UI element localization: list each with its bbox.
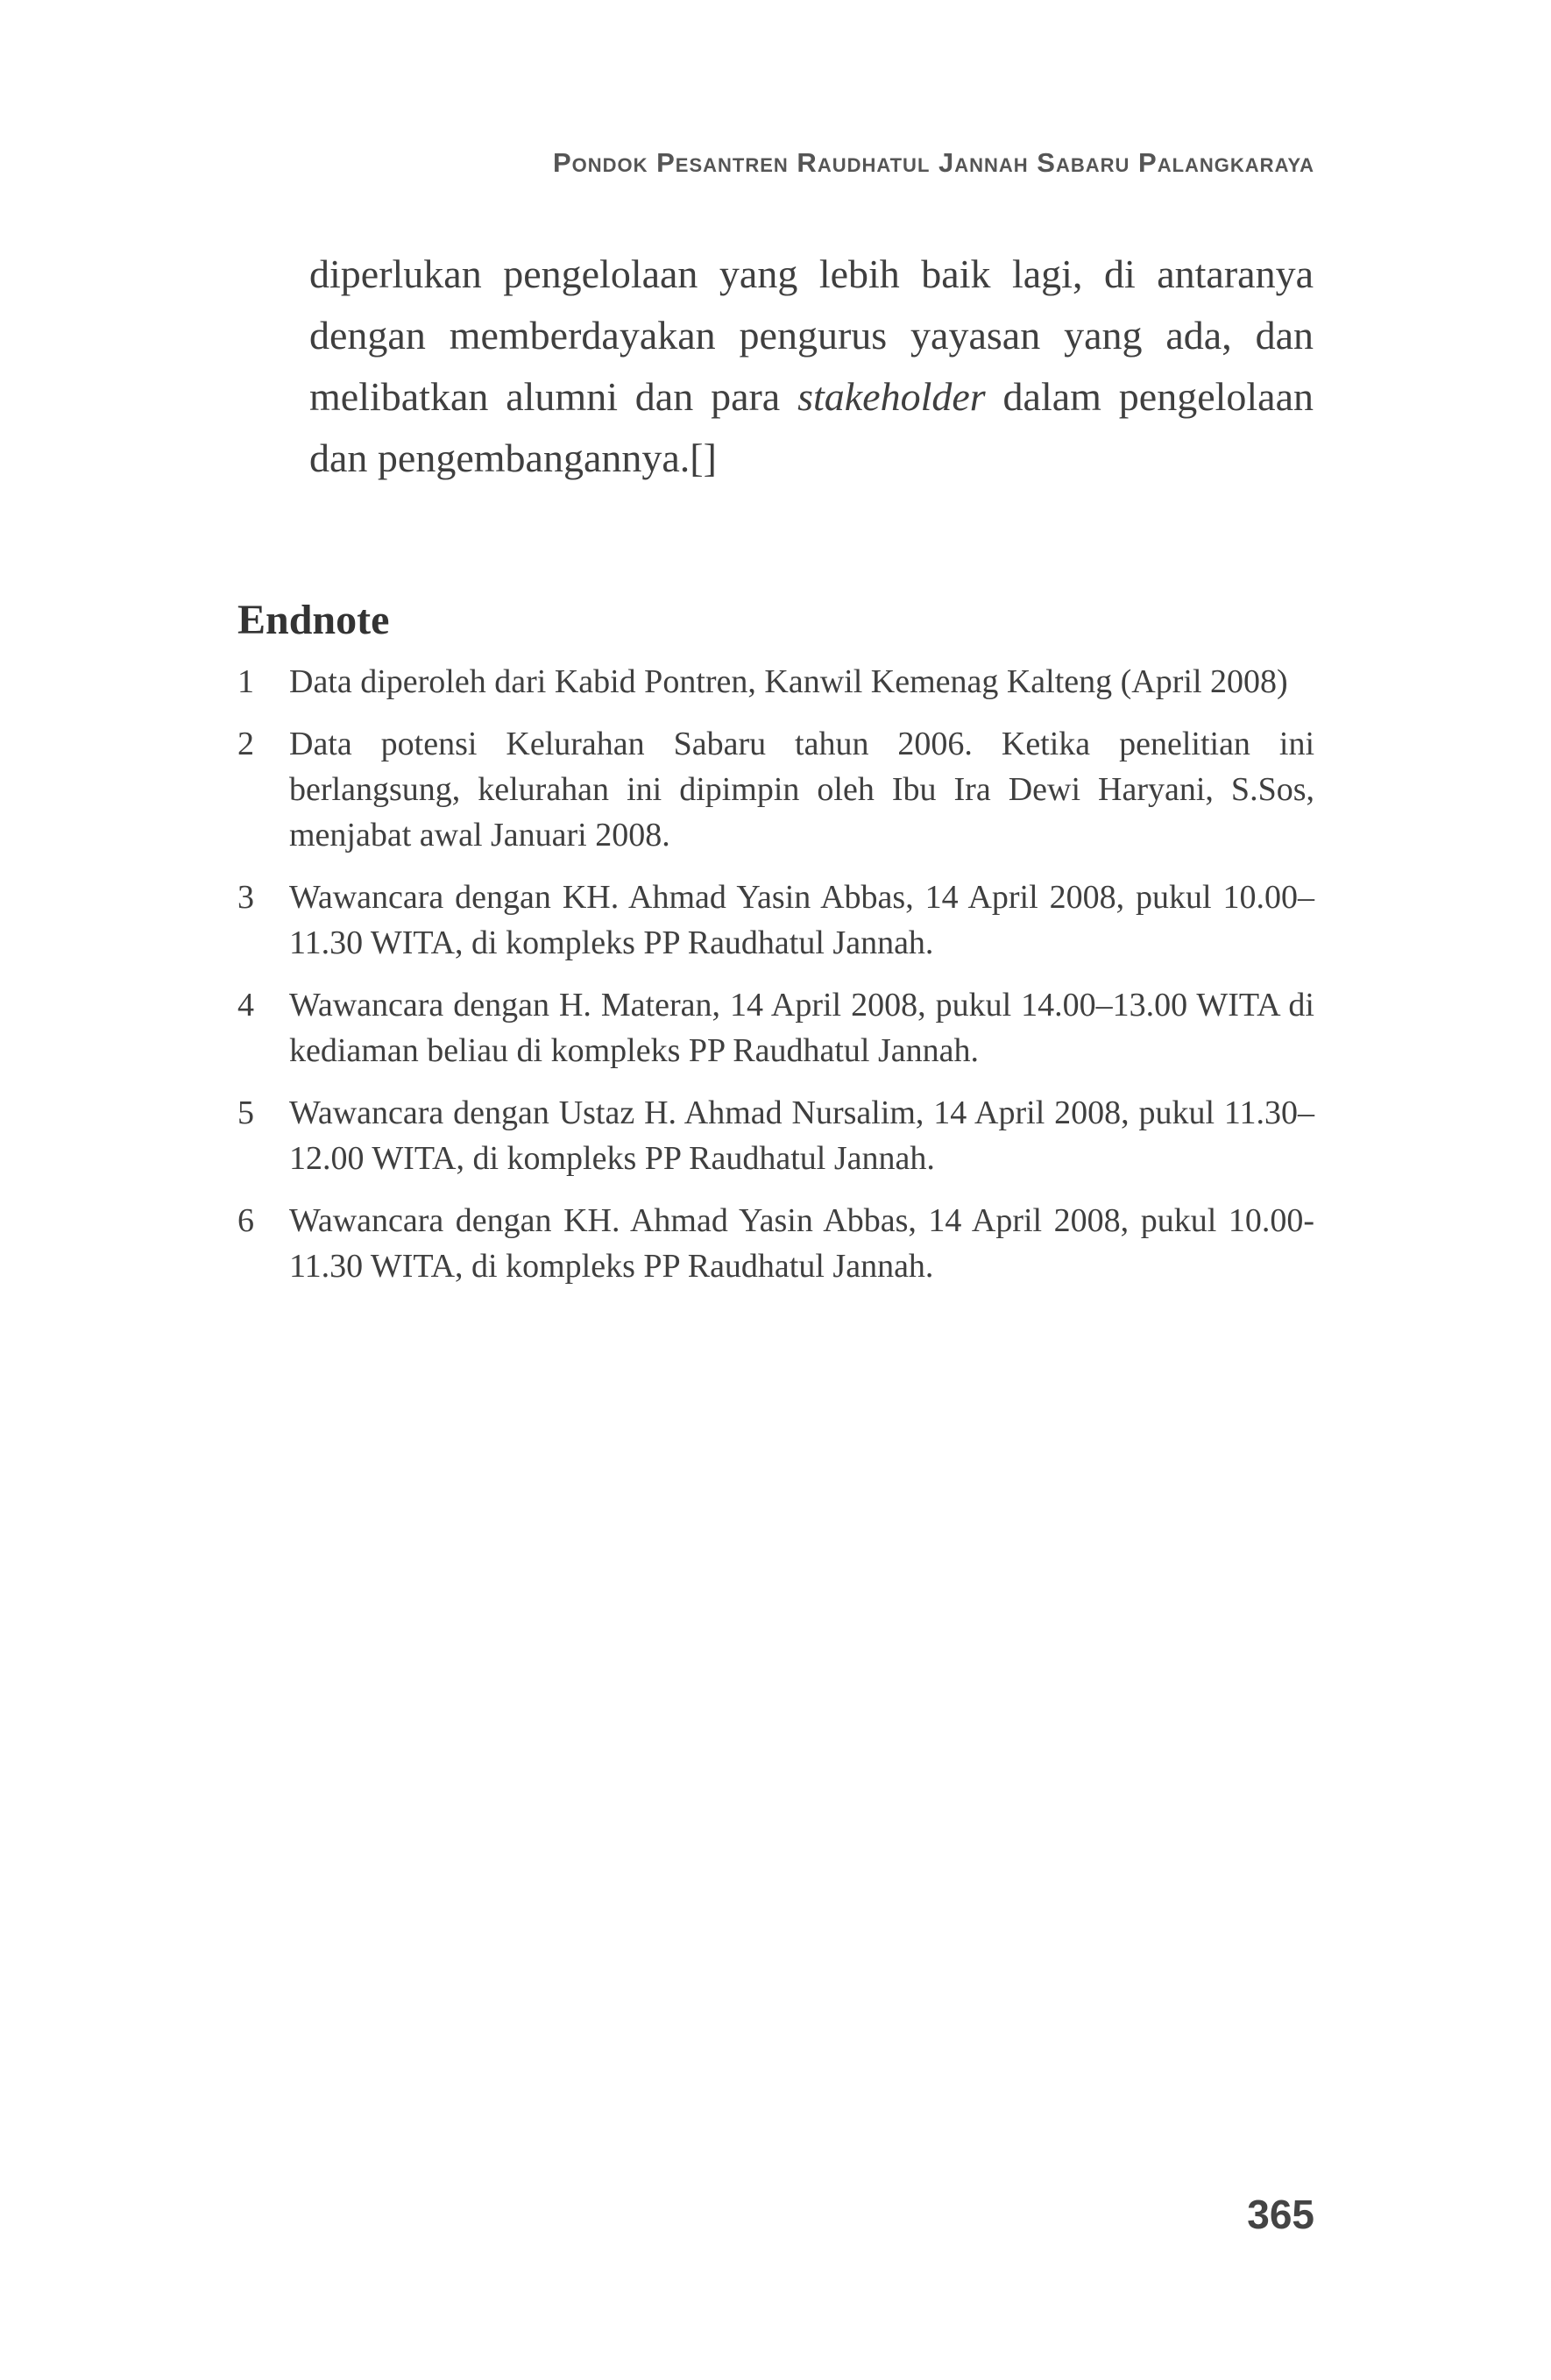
endnote-item [237, 659, 1314, 705]
body-text-start: diperlukan pengelolaan yang lebih baik lagi, di antaranya dengan memberdayakan pengurus yayasan yang ada, dan melibatkan alumni dan para [309, 251, 1314, 419]
endnote-text: Data diperoleh dari Kabid Pontren, Kanwil Kemenag Kalteng (April 2008) [289, 663, 1288, 700]
endnote-number: 6 [237, 1202, 254, 1239]
endnote-text: Wawancara dengan Ustaz H. Ahmad Nursalim, 14 April 2008, pukul 11.30–12.00 WITA, di kompleks PP Raudhatul Jannah. [289, 1094, 1314, 1177]
endnote-item [237, 982, 1314, 1073]
endnote-text: Wawancara dengan H. Materan, 14 April 2008, pukul 14.00–13.00 WITA di kediaman beliau di kompleks PP Raudhatul Jannah. [289, 987, 1314, 1069]
endnote-text: Wawancara dengan KH. Ahmad Yasin Abbas, 14 April 2008, pukul 10.00-11.30 WITA, di kompleks PP Raudhatul Jannah. [289, 1202, 1314, 1285]
endnote-text: Data potensi Kelurahan Sabaru tahun 2006. Ketika penelitian ini berlangsung, kelurahan ini dipimpin oleh Ibu Ira Dewi Haryani, S.Sos, menjabat awal Januari 2008. [289, 726, 1314, 854]
body-text-italic: stakeholder [797, 374, 986, 419]
endnote-list [237, 659, 1314, 1306]
endnote-item [237, 721, 1314, 858]
endnote-number: 2 [237, 726, 254, 762]
endnote-item [237, 875, 1314, 966]
endnote-number: 4 [237, 987, 254, 1024]
body-text-end: dalam pengelolaan dan pengembangannya.[] [309, 374, 1314, 480]
page-number: 365 [1247, 2192, 1314, 2237]
endnote-text: Wawancara dengan KH. Ahmad Yasin Abbas, 14 April 2008, pukul 10.00–11.30 WITA, di kompleks PP Raudhatul Jannah. [289, 879, 1314, 961]
body-paragraph [309, 244, 1314, 489]
running-header: Pondok Pesantren Raudhatul Jannah Sabaru Palangkaraya [552, 147, 1314, 178]
endnote-number: 1 [237, 663, 254, 700]
endnote-item [237, 1090, 1314, 1181]
endnote-number: 3 [237, 879, 254, 916]
endnote-heading: Endnote [237, 597, 390, 643]
endnote-item [237, 1198, 1314, 1289]
endnote-number: 5 [237, 1094, 254, 1131]
